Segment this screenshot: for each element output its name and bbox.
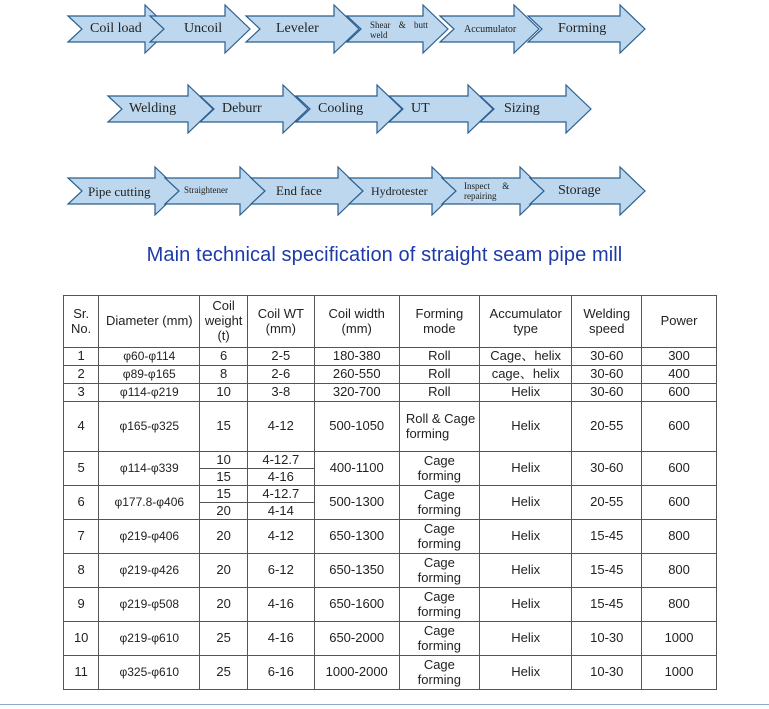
header-coil-weight: Coil weight (t) xyxy=(200,296,248,348)
cell-power: 400 xyxy=(642,366,717,384)
cell-diameter: φ114-φ219 xyxy=(99,384,200,402)
flow-step-straightener: Straightener xyxy=(184,185,228,195)
cell-coil-wt: 6-12 xyxy=(248,554,315,588)
cell-sr: 8 xyxy=(64,554,99,588)
cell-welding-speed: 30-60 xyxy=(572,366,642,384)
cell-coil-weight: 20 xyxy=(200,554,248,588)
cell-coil-width: 320-700 xyxy=(314,384,399,402)
flow-step-hydrotester: Hydrotester xyxy=(371,184,428,198)
cell-sr: 2 xyxy=(64,366,99,384)
header-accumulator-type: Accumulator type xyxy=(479,296,572,348)
table-row xyxy=(64,588,717,622)
cell-coil-wt: 6-16 xyxy=(248,656,315,690)
cell-diameter: φ219-φ426 xyxy=(99,554,200,588)
table-row xyxy=(64,554,717,588)
table-row xyxy=(64,452,717,469)
bottom-divider xyxy=(0,704,769,705)
process-flow-row-2 xyxy=(0,84,769,144)
cell-coil-weight: 8 xyxy=(200,366,248,384)
table-row xyxy=(64,348,717,366)
cell-diameter: φ325-φ610 xyxy=(99,656,200,690)
cell-welding-speed: 30-60 xyxy=(572,384,642,402)
cell-coil-wt: 4-12 xyxy=(248,402,315,452)
cell-coil-weight: 20 xyxy=(200,520,248,554)
flow-step-ut: UT xyxy=(411,101,430,116)
header-coil-width: Coil width (mm) xyxy=(314,296,399,348)
cell-welding-speed: 15-45 xyxy=(572,554,642,588)
cell-diameter: φ219-φ508 xyxy=(99,588,200,622)
cell-coil-wt: 4-16 xyxy=(248,622,315,656)
header-welding-speed: Welding speed xyxy=(572,296,642,348)
cell-power: 600 xyxy=(642,486,717,520)
cell-sr: 9 xyxy=(64,588,99,622)
cell-diameter: φ114-φ339 xyxy=(99,452,200,486)
cell-coil-wt: 2-5 xyxy=(248,348,315,366)
cell-coil-weight: 20 xyxy=(200,588,248,622)
header-diameter: Diameter (mm) xyxy=(99,296,200,348)
header-power: Power xyxy=(642,296,717,348)
cell-coil-width: 650-1600 xyxy=(314,588,399,622)
flow-step-inspect-repairing: Inspect & repairing xyxy=(464,181,510,201)
cell-forming-mode: Cage forming xyxy=(399,486,479,520)
cell-coil-wt: 4-12.7 xyxy=(248,452,315,469)
cell-welding-speed: 15-45 xyxy=(572,520,642,554)
cell-forming-mode: Cage forming xyxy=(399,554,479,588)
cell-power: 600 xyxy=(642,402,717,452)
flow-step-cooling: Cooling xyxy=(318,101,364,116)
cell-power: 600 xyxy=(642,384,717,402)
cell-coil-width: 180-380 xyxy=(314,348,399,366)
cell-power: 1000 xyxy=(642,656,717,690)
cell-coil-width: 500-1300 xyxy=(314,486,399,520)
flow-step-shear-butt-weld: Shear & butt weld xyxy=(370,20,428,40)
flow-step-leveler: Leveler xyxy=(276,21,319,36)
cell-welding-speed: 30-60 xyxy=(572,348,642,366)
cell-accumulator-type: Helix xyxy=(479,622,572,656)
cell-forming-mode: Cage forming xyxy=(399,520,479,554)
flow-step-uncoil: Uncoil xyxy=(184,21,223,36)
process-flow-row-1 xyxy=(0,2,769,62)
cell-accumulator-type: Helix xyxy=(479,588,572,622)
cell-coil-width: 260-550 xyxy=(314,366,399,384)
cell-diameter: φ177.8-φ406 xyxy=(99,486,200,520)
table-row xyxy=(64,656,717,690)
flow-step-end-face: End face xyxy=(276,183,322,198)
table-row xyxy=(64,622,717,656)
cell-sr: 5 xyxy=(64,452,99,486)
cell-forming-mode: Cage forming xyxy=(399,656,479,690)
cell-coil-width: 500-1050 xyxy=(314,402,399,452)
cell-diameter: φ60-φ114 xyxy=(99,348,200,366)
cell-forming-mode: Roll xyxy=(399,384,479,402)
cell-accumulator-type: Helix xyxy=(479,384,572,402)
cell-accumulator-type: Helix xyxy=(479,486,572,520)
table-header-row xyxy=(64,296,717,348)
cell-coil-weight: 10 xyxy=(200,452,248,469)
cell-coil-wt: 4-12 xyxy=(248,520,315,554)
cell-coil-weight: 25 xyxy=(200,656,248,690)
cell-accumulator-type: Helix xyxy=(479,520,572,554)
header-coil-wt: Coil WT (mm) xyxy=(248,296,315,348)
cell-coil-wt: 4-16 xyxy=(248,469,315,486)
cell-power: 800 xyxy=(642,554,717,588)
cell-diameter: φ89-φ165 xyxy=(99,366,200,384)
flow-step-coil-load: Coil load xyxy=(90,21,142,36)
cell-accumulator-type: Helix xyxy=(479,402,572,452)
cell-sr: 11 xyxy=(64,656,99,690)
cell-coil-width: 650-2000 xyxy=(314,622,399,656)
flow-step-pipe-cutting: Pipe cutting xyxy=(88,184,151,199)
flow-step-sizing: Sizing xyxy=(504,101,540,116)
cell-sr: 1 xyxy=(64,348,99,366)
cell-diameter: φ165-φ325 xyxy=(99,402,200,452)
cell-coil-wt: 3-8 xyxy=(248,384,315,402)
cell-coil-weight: 10 xyxy=(200,384,248,402)
process-flow-arrows-row-2 xyxy=(0,84,769,140)
cell-forming-mode: Cage forming xyxy=(399,622,479,656)
spec-table xyxy=(63,295,717,690)
table-row xyxy=(64,520,717,554)
cell-sr: 3 xyxy=(64,384,99,402)
cell-welding-speed: 15-45 xyxy=(572,588,642,622)
cell-diameter: φ219-φ610 xyxy=(99,622,200,656)
cell-accumulator-type: Cage、helix xyxy=(479,348,572,366)
flow-step-forming: Forming xyxy=(558,21,607,36)
cell-coil-weight: 15 xyxy=(200,402,248,452)
flow-arrow xyxy=(389,85,493,133)
table-row xyxy=(64,384,717,402)
cell-coil-wt: 2-6 xyxy=(248,366,315,384)
cell-power: 1000 xyxy=(642,622,717,656)
header-forming-mode: Forming mode xyxy=(399,296,479,348)
table-row xyxy=(64,366,717,384)
cell-forming-mode: Roll xyxy=(399,348,479,366)
cell-power: 800 xyxy=(642,588,717,622)
table-row xyxy=(64,486,717,503)
cell-welding-speed: 20-55 xyxy=(572,402,642,452)
header-sr-no: Sr. No. xyxy=(64,296,99,348)
cell-coil-width: 1000-2000 xyxy=(314,656,399,690)
flow-step-storage: Storage xyxy=(558,183,601,198)
flow-step-welding: Welding xyxy=(129,101,177,116)
cell-power: 600 xyxy=(642,452,717,486)
cell-coil-width: 650-1350 xyxy=(314,554,399,588)
process-flow-row-3 xyxy=(0,166,769,226)
table-row xyxy=(64,402,717,452)
cell-coil-weight: 6 xyxy=(200,348,248,366)
cell-forming-mode: Cage forming xyxy=(399,588,479,622)
cell-sr: 10 xyxy=(64,622,99,656)
cell-coil-weight: 20 xyxy=(200,503,248,520)
cell-coil-width: 400-1100 xyxy=(314,452,399,486)
cell-sr: 7 xyxy=(64,520,99,554)
cell-accumulator-type: Helix xyxy=(479,554,572,588)
flow-step-deburr: Deburr xyxy=(222,101,262,116)
cell-sr: 4 xyxy=(64,402,99,452)
cell-accumulator-type: Helix xyxy=(479,452,572,486)
cell-diameter: φ219-φ406 xyxy=(99,520,200,554)
cell-power: 800 xyxy=(642,520,717,554)
cell-forming-mode: Roll & Cage forming xyxy=(399,402,479,452)
page-title: Main technical specification of straight seam pipe mill xyxy=(146,244,623,266)
cell-welding-speed: 10-30 xyxy=(572,656,642,690)
cell-coil-weight: 25 xyxy=(200,622,248,656)
cell-welding-speed: 20-55 xyxy=(572,486,642,520)
cell-accumulator-type: Helix xyxy=(479,656,572,690)
cell-accumulator-type: cage、helix xyxy=(479,366,572,384)
cell-welding-speed: 30-60 xyxy=(572,452,642,486)
cell-coil-wt: 4-12.7 xyxy=(248,486,315,503)
flow-step-accumulator: Accumulator xyxy=(464,24,517,35)
cell-sr: 6 xyxy=(64,486,99,520)
cell-coil-width: 650-1300 xyxy=(314,520,399,554)
cell-coil-wt: 4-14 xyxy=(248,503,315,520)
cell-coil-weight: 15 xyxy=(200,469,248,486)
cell-power: 300 xyxy=(642,348,717,366)
cell-forming-mode: Cage forming xyxy=(399,452,479,486)
cell-welding-speed: 10-30 xyxy=(572,622,642,656)
cell-forming-mode: Roll xyxy=(399,366,479,384)
cell-coil-weight: 15 xyxy=(200,486,248,503)
cell-coil-wt: 4-16 xyxy=(248,588,315,622)
